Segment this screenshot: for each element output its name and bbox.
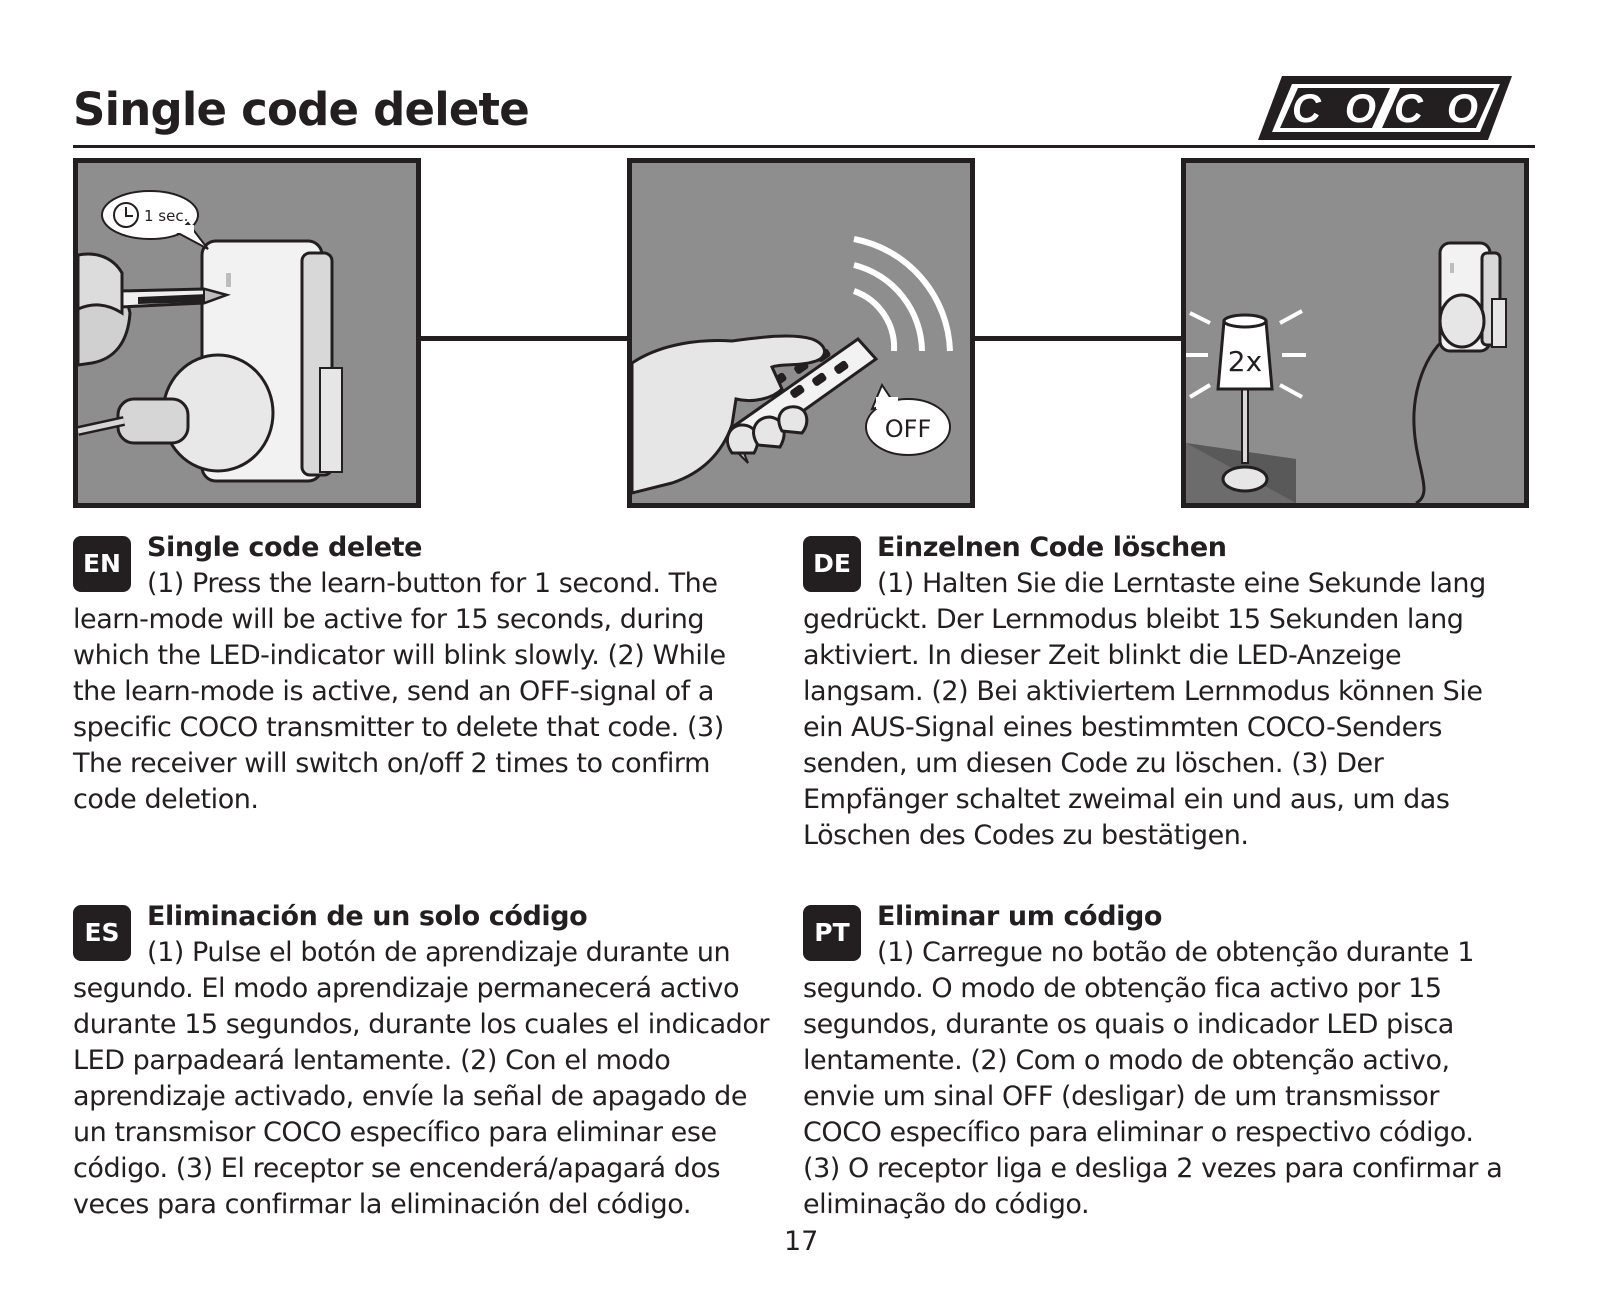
- page-title: Single code delete: [73, 83, 529, 136]
- svg-text:CO: CO: [1394, 87, 1478, 131]
- section-body-en: (1) Press the learn-button for 1 second. The learn-mode will be active for 15 seconds, during which the LED-indicator will blink slowly. (2) While the learn-mode is active, send an OFF-signal of a specific COCO transmitter to delete that code. (3) The receiver will switch on/off 2 times to confirm code deletion.: [73, 568, 726, 815]
- section-title-en: Single code delete: [147, 532, 423, 563]
- illustration-press-button: [73, 158, 421, 508]
- lang-badge-de: DE: [803, 536, 861, 592]
- section-de: [803, 530, 1503, 854]
- lang-badge-pt: PT: [803, 905, 861, 961]
- illustration-send-off: [627, 158, 975, 508]
- page-number: 17: [784, 1226, 819, 1257]
- svg-text:CO: CO: [1292, 87, 1376, 131]
- section-en: [73, 530, 773, 818]
- section-pt: [803, 899, 1503, 1223]
- arrow-line-2: [975, 336, 1187, 341]
- section-title-es: Eliminación de un solo código: [147, 901, 588, 932]
- coco-logo: [1256, 72, 1516, 144]
- blink-label: 2x: [1227, 345, 1263, 378]
- section-body-es: (1) Pulse el botón de aprendizaje durante un segundo. El modo aprendizaje permanecerá activo durante 15 segundos, durante los cuales el indicador LED parpadeará lentamente. (2) Con el modo aprendizaje activado, envíe la señal de apagado de un transmisor COCO específico para eliminar ese código. (3) El receptor se encenderá/apagará dos veces para confirmar la eliminación del código.: [73, 937, 770, 1220]
- title-rule: [73, 145, 1535, 148]
- arrow-line-1: [421, 336, 633, 341]
- section-body-de: (1) Halten Sie die Lerntaste eine Sekunde lang gedrückt. Der Lernmodus bleibt 15 Sekunden lang aktiviert. In dieser Zeit blinkt die LED-Anzeige langsam. (2) Bei aktiviertem Lernmodus können Sie ein AUS-Signal eines bestimmten COCO-Senders senden, um diesen Code zu löschen. (3) Der Empfänger schaltet zweimal ein und aus, um das Löschen des Codes zu bestätigen.: [803, 568, 1486, 851]
- section-title-de: Einzelnen Code löschen: [877, 532, 1227, 563]
- off-label: OFF: [884, 415, 932, 443]
- lang-badge-es: ES: [73, 905, 131, 961]
- section-es: [73, 899, 773, 1223]
- lang-badge-en: EN: [73, 536, 131, 592]
- section-title-pt: Eliminar um código: [877, 901, 1163, 932]
- timer-label: 1 sec.: [144, 207, 189, 225]
- illustration-lamp-blink: [1181, 158, 1529, 508]
- section-body-pt: (1) Carregue no botão de obtenção durante 1 segundo. O modo de obtenção fica activo por 15 segundos, durante os quais o indicador LED pisca lentamente. (2) Com o modo de obtenção activo, envie um sinal OFF (desligar) de um transmissor COCO específico para eliminar o respectivo código. (3) O receptor liga e desliga 2 vezes para confirmar a eliminação do código.: [803, 937, 1503, 1220]
